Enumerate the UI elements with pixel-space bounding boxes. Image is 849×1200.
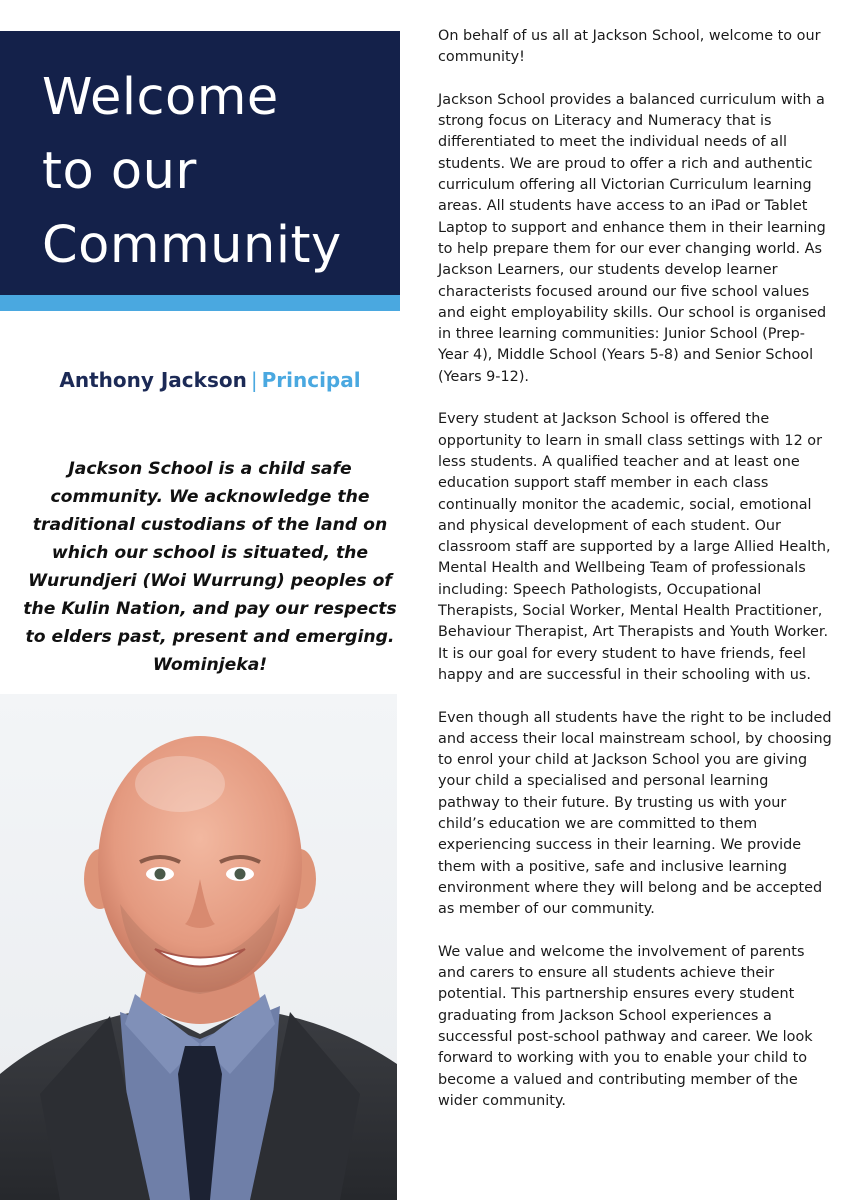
body-paragraph: Even though all students have the right to be included and access their local mainstream school, by choosing to enrol your child at Jackson School you are giving your child a specialised and personal learning pathway to their future. By trusting us with your child’s education we are committed to them experiencing success in their learning. We provide them with a positive, safe and inclusive learning environment where they will belong and be accepted as member of our community. <box>438 709 832 918</box>
banner-accent-stripe <box>0 295 400 311</box>
principal-portrait-photo <box>0 694 397 1200</box>
body-paragraph: We value and welcome the involvement of parents and carers to ensure all students achieve their potential. This partnership ensures every student graduating from Jackson School experiences a successful post-school pathway and career. We look forward to working with you to enable your child to become a valued and contributing member of the wider community. <box>438 943 813 1109</box>
body-paragraph: On behalf of us all at Jackson School, welcome to our community! <box>438 28 821 66</box>
body-paragraph: Jackson School provides a balanced curriculum with a strong focus on Literacy and Numeracy that is differentiated to meet the individual needs of all students. We are proud to offer a rich and authentic curriculum offering all Victorian Curriculum learning areas. All students have access to an iPad or Tablet Laptop to support and enhance them in their learning to help prepare them for our ever changing world. As Jackson Learners, our students develop learner characterists focused around our five school values and eight employability skills. Our school is organised in three learning communities: Junior School (Prep-Year 4), Middle School (Years 5-8) and Senior School (Years 9-12). <box>438 91 827 385</box>
principal-name: Anthony Jackson <box>59 368 247 392</box>
banner-title-line: Community <box>42 216 342 275</box>
acknowledgement-of-country: Jackson School is a child safe community. We acknowledge the traditional custodians of the land on which our school is situated, the Wurundjeri (Woi Wurrung) peoples of the Kulin Nation, and pay our respects to elders past, present and emerging. Wominjeka! <box>23 459 397 675</box>
principal-role: Principal <box>261 368 361 392</box>
welcome-banner <box>0 31 400 311</box>
banner-title-line: to our <box>42 142 197 201</box>
principal-portrait-icon <box>0 694 397 1200</box>
welcome-letter-body <box>438 26 833 1112</box>
principal-heading <box>0 368 420 392</box>
banner-title-line: Welcome <box>42 68 279 127</box>
principal-separator: | <box>250 368 258 392</box>
body-paragraph: Every student at Jackson School is offered the opportunity to learn in small class settings with 12 or less students. A qualified teacher and at least one education support staff member in each class continually monitor the academic, social, emotional and physical development of each student. Our classroom staff are supported by a large Allied Health, Mental Health and Wellbeing Team of professionals including: Speech Pathologists, Occupational Therapists, Social Worker, Mental Health Practitioner, Behaviour Therapist, Art Therapists and Youth Worker. It is our goal for every student to have friends, feel happy and are successful in their schooling with us. <box>438 411 831 683</box>
banner-title <box>42 61 392 283</box>
